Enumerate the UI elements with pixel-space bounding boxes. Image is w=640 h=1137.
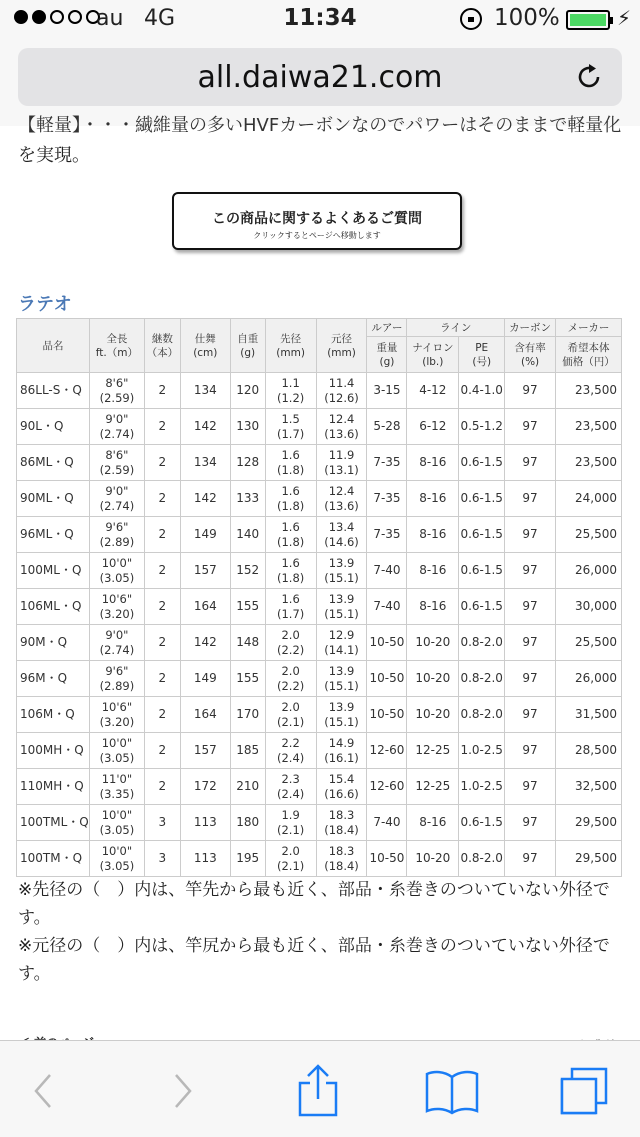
- cell-carbon: 97: [505, 769, 556, 805]
- cell-lure: 12-60: [367, 769, 407, 805]
- cell-length: 10'6" (3.20): [89, 589, 144, 625]
- cell-pieces: 2: [144, 553, 180, 589]
- header-carbon: カーボン: [505, 319, 556, 337]
- cell-tip: 2.0 (2.2): [265, 625, 316, 661]
- cell-name: 100MH・Q: [17, 733, 90, 769]
- cell-price: 32,500: [556, 769, 622, 805]
- cell-weight: 195: [230, 841, 265, 877]
- cell-nylon: 6-12: [407, 409, 459, 445]
- header-pieces: 継数 （本）: [144, 319, 180, 373]
- cell-closed: 134: [180, 445, 230, 481]
- cell-carbon: 97: [505, 625, 556, 661]
- cell-closed: 157: [180, 553, 230, 589]
- cell-lure: 7-40: [367, 805, 407, 841]
- address-bar[interactable]: [18, 48, 622, 106]
- cell-closed: 172: [180, 769, 230, 805]
- cell-closed: 113: [180, 841, 230, 877]
- cell-name: 90L・Q: [17, 409, 90, 445]
- cell-lure: 10-50: [367, 661, 407, 697]
- reload-icon[interactable]: [574, 62, 604, 92]
- cell-pieces: 3: [144, 841, 180, 877]
- cell-weight: 210: [230, 769, 265, 805]
- cell-tip: 1.6 (1.8): [265, 553, 316, 589]
- cell-closed: 157: [180, 733, 230, 769]
- cell-lure: 12-60: [367, 733, 407, 769]
- note-butt-diameter: ※元径の（ ）内は、竿尻から最も近く、部品・糸巻きのついていない外径です。: [18, 936, 610, 984]
- faq-button[interactable]: [172, 192, 462, 250]
- spec-table: [16, 318, 622, 877]
- cell-butt: 12.9 (14.1): [316, 625, 367, 661]
- cell-pieces: 2: [144, 769, 180, 805]
- cell-pieces: 2: [144, 445, 180, 481]
- cell-weight: 140: [230, 517, 265, 553]
- cell-pe: 0.6-1.5: [459, 517, 505, 553]
- cell-pieces: 2: [144, 661, 180, 697]
- header-name: 品名: [17, 319, 90, 373]
- cell-weight: 133: [230, 481, 265, 517]
- cell-lure: 10-50: [367, 625, 407, 661]
- cell-price: 29,500: [556, 805, 622, 841]
- cell-pe: 0.8-2.0: [459, 841, 505, 877]
- note-tip-diameter: ※先径の（ ）内は、竿先から最も近く、部品・糸巻きのついていない外径です。: [18, 880, 610, 928]
- cell-lure: 7-35: [367, 517, 407, 553]
- cell-tip: 1.5 (1.7): [265, 409, 316, 445]
- cell-nylon: 12-25: [407, 769, 459, 805]
- table-row: [17, 661, 622, 697]
- cell-pieces: 3: [144, 805, 180, 841]
- table-row: [17, 517, 622, 553]
- book-icon[interactable]: [424, 1069, 480, 1115]
- cell-nylon: 8-16: [407, 481, 459, 517]
- cell-weight: 148: [230, 625, 265, 661]
- table-row: [17, 697, 622, 733]
- cell-carbon: 97: [505, 589, 556, 625]
- status-bar: [0, 0, 640, 40]
- cell-butt: 13.9 (15.1): [316, 661, 367, 697]
- cell-nylon: 8-16: [407, 517, 459, 553]
- intro-line: を実現。: [18, 145, 90, 166]
- cell-lure: 7-35: [367, 481, 407, 517]
- tabs-icon[interactable]: [558, 1065, 610, 1117]
- cell-price: 30,000: [556, 589, 622, 625]
- table-row: [17, 373, 622, 409]
- cell-pe: 0.8-2.0: [459, 625, 505, 661]
- cell-weight: 130: [230, 409, 265, 445]
- cell-weight: 128: [230, 445, 265, 481]
- cell-nylon: 10-20: [407, 697, 459, 733]
- cell-length: 10'0" (3.05): [89, 733, 144, 769]
- cell-nylon: 10-20: [407, 841, 459, 877]
- cell-butt: 13.4 (14.6): [316, 517, 367, 553]
- cell-carbon: 97: [505, 409, 556, 445]
- table-row: [17, 589, 622, 625]
- cell-price: 26,000: [556, 661, 622, 697]
- cell-name: 96M・Q: [17, 661, 90, 697]
- cell-pe: 0.6-1.5: [459, 553, 505, 589]
- cell-name: 110MH・Q: [17, 769, 90, 805]
- faq-button-sublabel: クリックするとページへ移動します: [253, 231, 381, 240]
- section-title: ラテオ: [18, 294, 72, 315]
- cell-nylon: 4-12: [407, 373, 459, 409]
- cell-price: 23,500: [556, 409, 622, 445]
- header-lure: ルアー: [367, 319, 407, 337]
- cell-pe: 0.8-2.0: [459, 697, 505, 733]
- cell-name: 106M・Q: [17, 697, 90, 733]
- cell-carbon: 97: [505, 373, 556, 409]
- cell-pe: 0.4-1.0: [459, 373, 505, 409]
- cell-pieces: 2: [144, 481, 180, 517]
- cell-price: 24,000: [556, 481, 622, 517]
- cell-pe: 0.5-1.2: [459, 409, 505, 445]
- cell-pe: 0.8-2.0: [459, 661, 505, 697]
- cell-weight: 152: [230, 553, 265, 589]
- cell-length: 8'6" (2.59): [89, 445, 144, 481]
- cell-price: 23,500: [556, 445, 622, 481]
- cell-tip: 1.6 (1.7): [265, 589, 316, 625]
- cell-butt: 12.4 (13.6): [316, 409, 367, 445]
- cell-length: 9'6" (2.89): [89, 661, 144, 697]
- table-row: [17, 841, 622, 877]
- table-row: [17, 553, 622, 589]
- cell-tip: 2.0 (2.2): [265, 661, 316, 697]
- cell-price: 25,500: [556, 625, 622, 661]
- battery-percent: 100%: [494, 5, 560, 31]
- header-pe: PE (号): [459, 337, 505, 373]
- browser-toolbar: [0, 1040, 640, 1137]
- cell-closed: 142: [180, 625, 230, 661]
- cell-tip: 1.9 (2.1): [265, 805, 316, 841]
- cell-name: 100TML・Q: [17, 805, 90, 841]
- cell-closed: 134: [180, 373, 230, 409]
- cell-pe: 0.6-1.5: [459, 481, 505, 517]
- cell-price: 25,500: [556, 517, 622, 553]
- cell-carbon: 97: [505, 553, 556, 589]
- cell-weight: 185: [230, 733, 265, 769]
- cell-closed: 149: [180, 661, 230, 697]
- header-closed: 仕舞 (cm): [180, 319, 230, 373]
- cell-name: 106ML・Q: [17, 589, 90, 625]
- cell-price: 29,500: [556, 841, 622, 877]
- cell-length: 10'0" (3.05): [89, 841, 144, 877]
- cell-tip: 2.0 (2.1): [265, 841, 316, 877]
- chevron-right-icon[interactable]: [168, 1071, 198, 1111]
- cell-name: 90M・Q: [17, 625, 90, 661]
- cell-lure: 10-50: [367, 697, 407, 733]
- cell-pieces: 2: [144, 517, 180, 553]
- rotation-lock-icon: [460, 8, 482, 30]
- cell-butt: 11.4 (12.6): [316, 373, 367, 409]
- cell-name: 100TM・Q: [17, 841, 90, 877]
- cell-butt: 12.4 (13.6): [316, 481, 367, 517]
- cell-pe: 1.0-2.5: [459, 769, 505, 805]
- cell-butt: 18.3 (18.4): [316, 805, 367, 841]
- header-price: 希望本体 価格（円）: [556, 337, 622, 373]
- cell-weight: 170: [230, 697, 265, 733]
- cell-tip: 1.1 (1.2): [265, 373, 316, 409]
- cell-lure: 3-15: [367, 373, 407, 409]
- table-row: [17, 409, 622, 445]
- cell-carbon: 97: [505, 517, 556, 553]
- table-row: [17, 733, 622, 769]
- cell-butt: 13.9 (15.1): [316, 697, 367, 733]
- cell-carbon: 97: [505, 697, 556, 733]
- page-content: [0, 115, 640, 1040]
- cell-length: 11'0" (3.35): [89, 769, 144, 805]
- table-row: [17, 625, 622, 661]
- cell-carbon: 97: [505, 445, 556, 481]
- cell-pe: 1.0-2.5: [459, 733, 505, 769]
- cell-nylon: 8-16: [407, 553, 459, 589]
- network-label: 4G: [144, 6, 176, 31]
- cell-weight: 120: [230, 373, 265, 409]
- cell-pe: 0.6-1.5: [459, 445, 505, 481]
- cell-name: 90ML・Q: [17, 481, 90, 517]
- chevron-left-icon[interactable]: [28, 1071, 58, 1111]
- cell-nylon: 12-25: [407, 733, 459, 769]
- faq-button-label: この商品に関するよくあるご質問: [212, 211, 422, 227]
- cell-price: 23,500: [556, 373, 622, 409]
- table-row: [17, 805, 622, 841]
- cell-butt: 11.9 (13.1): [316, 445, 367, 481]
- header-carbon-rate: 含有率 (%): [505, 337, 556, 373]
- cell-butt: 13.9 (15.1): [316, 589, 367, 625]
- header-nylon: ナイロン (lb.): [407, 337, 459, 373]
- cell-nylon: 10-20: [407, 625, 459, 661]
- cell-pieces: 2: [144, 733, 180, 769]
- cell-weight: 155: [230, 589, 265, 625]
- cell-butt: 15.4 (16.6): [316, 769, 367, 805]
- cell-carbon: 97: [505, 841, 556, 877]
- cell-closed: 164: [180, 697, 230, 733]
- header-weight: 自重 (g): [230, 319, 265, 373]
- cell-carbon: 97: [505, 805, 556, 841]
- table-row: [17, 769, 622, 805]
- cell-pieces: 2: [144, 625, 180, 661]
- cell-length: 9'6" (2.89): [89, 517, 144, 553]
- cell-weight: 180: [230, 805, 265, 841]
- header-butt: 元径 (mm): [316, 319, 367, 373]
- cell-butt: 18.3 (18.4): [316, 841, 367, 877]
- cell-tip: 2.3 (2.4): [265, 769, 316, 805]
- cell-tip: 2.2 (2.4): [265, 733, 316, 769]
- cell-nylon: 10-20: [407, 661, 459, 697]
- cell-length: 8'6" (2.59): [89, 373, 144, 409]
- cell-pieces: 2: [144, 697, 180, 733]
- cell-carbon: 97: [505, 481, 556, 517]
- cell-nylon: 8-16: [407, 805, 459, 841]
- cell-name: 96ML・Q: [17, 517, 90, 553]
- cell-pieces: 2: [144, 373, 180, 409]
- cell-lure: 10-50: [367, 841, 407, 877]
- cell-lure: 7-40: [367, 589, 407, 625]
- header-lure-weight: 重量 (g): [367, 337, 407, 373]
- cell-price: 26,000: [556, 553, 622, 589]
- notes: [18, 876, 628, 988]
- cell-length: 9'0" (2.74): [89, 481, 144, 517]
- cell-length: 10'0" (3.05): [89, 805, 144, 841]
- cell-lure: 5-28: [367, 409, 407, 445]
- cell-tip: 1.6 (1.8): [265, 517, 316, 553]
- cell-closed: 142: [180, 409, 230, 445]
- battery-icon: [566, 10, 610, 30]
- cell-tip: 2.0 (2.1): [265, 697, 316, 733]
- cell-length: 9'0" (2.74): [89, 409, 144, 445]
- carrier-label: au: [96, 6, 124, 31]
- cell-price: 31,500: [556, 697, 622, 733]
- intro-cut-line: 【軽量】・・・繊維量の多いHVFカーボンなのでパワーはそのままで軽量化: [18, 115, 622, 136]
- cell-butt: 13.9 (15.1): [316, 553, 367, 589]
- cell-closed: 164: [180, 589, 230, 625]
- cell-length: 10'6" (3.20): [89, 697, 144, 733]
- cell-nylon: 8-16: [407, 445, 459, 481]
- cell-length: 10'0" (3.05): [89, 553, 144, 589]
- cell-length: 9'0" (2.74): [89, 625, 144, 661]
- cell-weight: 155: [230, 661, 265, 697]
- cell-pieces: 2: [144, 409, 180, 445]
- header-tip: 先径 (mm): [265, 319, 316, 373]
- cell-pe: 0.6-1.5: [459, 805, 505, 841]
- cell-lure: 7-40: [367, 553, 407, 589]
- table-row: [17, 445, 622, 481]
- url-text[interactable]: all.daiwa21.com: [197, 60, 443, 95]
- cell-name: 86LL-S・Q: [17, 373, 90, 409]
- cell-lure: 7-35: [367, 445, 407, 481]
- share-icon[interactable]: [296, 1063, 340, 1119]
- cell-closed: 113: [180, 805, 230, 841]
- cell-closed: 142: [180, 481, 230, 517]
- header-length: 全長 ft.（m）: [89, 319, 144, 373]
- cell-name: 86ML・Q: [17, 445, 90, 481]
- cell-nylon: 8-16: [407, 589, 459, 625]
- cell-price: 28,500: [556, 733, 622, 769]
- clock: 11:34: [283, 5, 357, 31]
- cell-tip: 1.6 (1.8): [265, 445, 316, 481]
- cell-pe: 0.6-1.5: [459, 589, 505, 625]
- cell-carbon: 97: [505, 733, 556, 769]
- header-line: ライン: [407, 319, 505, 337]
- cell-closed: 149: [180, 517, 230, 553]
- cell-carbon: 97: [505, 661, 556, 697]
- cell-pieces: 2: [144, 589, 180, 625]
- charging-icon: ⚡: [617, 6, 632, 30]
- cell-butt: 14.9 (16.1): [316, 733, 367, 769]
- table-row: [17, 481, 622, 517]
- cell-name: 100ML・Q: [17, 553, 90, 589]
- header-maker: メーカー: [556, 319, 622, 337]
- cell-tip: 1.6 (1.8): [265, 481, 316, 517]
